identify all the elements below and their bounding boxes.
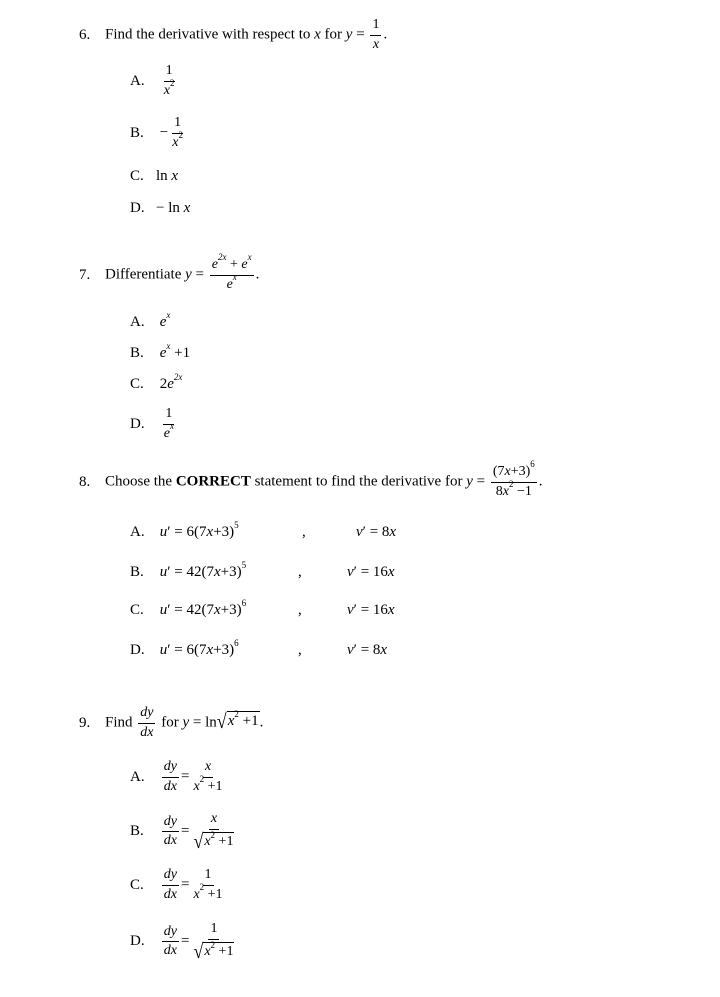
option-8c[interactable]: C. $u' = 42(7x+3)^6$ bbox=[130, 598, 247, 618]
option-7b[interactable]: B. $e^x +1$ bbox=[130, 341, 191, 361]
math-fraction: $\frac{1}{x}$ bbox=[372, 17, 380, 52]
option-letter: B. bbox=[130, 564, 144, 580]
question-number: 9. bbox=[79, 714, 91, 731]
math-sqrt: √ $x^2 +1$ bbox=[216, 709, 259, 733]
math-fraction: 1 √ $x^2 +1$ bbox=[193, 921, 234, 963]
math-fraction: $\frac{(7x+3)^6}{8x^2 -1}$ bbox=[492, 459, 535, 499]
math-fraction: $\frac{1}{x^2}$ bbox=[172, 115, 183, 150]
question-6-stem: 6. Find the derivative with respect to x for y = $\frac{1}{x}$ . bbox=[79, 17, 388, 52]
option-9d[interactable]: D. $\frac{dy}{dx}$ = 1 √ $x^2 +1$ bbox=[130, 922, 238, 961]
option-9a[interactable]: A. $\frac{dy}{dx}$ = $\frac{x}{x^2 +1}$ bbox=[130, 759, 223, 794]
separator: , bbox=[298, 602, 302, 618]
option-letter: D. bbox=[130, 200, 145, 216]
question-number: 8. bbox=[79, 473, 91, 490]
option-letter: B. bbox=[130, 823, 144, 840]
option-6a[interactable] bbox=[130, 64, 178, 98]
option-8a-v: v′ = 8x bbox=[356, 524, 397, 540]
option-letter: A. bbox=[130, 768, 145, 785]
option-letter: C. bbox=[130, 376, 144, 392]
option-letter: B. bbox=[130, 345, 144, 361]
question-emphasis: CORRECT bbox=[175, 473, 251, 490]
question-9-stem: 9. Find $\frac{dy}{dx}$ for y = ln √ $x^2 +1$ . bbox=[79, 705, 264, 740]
math-var: x bbox=[314, 26, 321, 43]
question-number: 6. bbox=[79, 26, 91, 43]
option-6b[interactable]: B. − $\frac{1}{x^2}$ bbox=[130, 115, 183, 150]
option-7a[interactable]: A. $e^x$ bbox=[130, 310, 171, 330]
option-letter: A. bbox=[130, 524, 145, 540]
option-letter: D. bbox=[130, 415, 145, 432]
separator: , bbox=[298, 564, 302, 580]
math-fraction: $\frac{e^{2x} + e^x}{e^x}$ bbox=[211, 252, 252, 292]
math-fraction: $\frac{1}{x^2 +1}$ bbox=[193, 867, 223, 902]
option-7c[interactable]: C. $2e^{2x}$ bbox=[130, 372, 183, 392]
math-fraction: $\frac{x}{x^2 +1}$ bbox=[193, 759, 223, 794]
question-7-stem: 7. Differentiate y = $\frac{e^{2x} + e^x}{e^x}$ . bbox=[79, 252, 260, 292]
option-6c[interactable]: C. ln x bbox=[130, 168, 179, 184]
option-letter: B. bbox=[130, 124, 144, 141]
question-8-stem: 8. Choose the CORRECT statement to find the derivative for y = $\frac{(7x+3)^6}{8x^2 -1}$ . bbox=[79, 459, 543, 499]
option-7d[interactable] bbox=[130, 407, 178, 441]
option-letter: C. bbox=[130, 876, 144, 893]
math-expression: y bbox=[345, 26, 353, 43]
option-letter: C. bbox=[130, 168, 144, 184]
option-text: − ln bbox=[156, 200, 180, 216]
question-text: for bbox=[161, 714, 179, 731]
option-letter: D. bbox=[130, 642, 145, 658]
question-number: 7. bbox=[79, 266, 91, 283]
math-fraction: x √ $x^2 +1$ bbox=[193, 811, 234, 853]
question-text: for bbox=[324, 26, 343, 43]
option-8b-v: v′ = 16x bbox=[347, 564, 395, 580]
option-9b[interactable]: B. $\frac{dy}{dx}$ = x √ $x^2 +1$ bbox=[130, 812, 238, 851]
math-fraction: $\frac{1}{e^x}$ bbox=[163, 406, 174, 441]
option-8d-v: v′ = 8x bbox=[347, 642, 388, 658]
separator: , bbox=[302, 524, 306, 540]
question-text: Differentiate bbox=[105, 266, 182, 283]
option-8a[interactable]: A. $u' = 6(7x+3)^5$ bbox=[130, 520, 239, 540]
question-text: statement to find the derivative for bbox=[254, 473, 463, 490]
option-8d[interactable]: D. $u' = 6(7x+3)^6$ bbox=[130, 638, 239, 658]
option-letter: A. bbox=[130, 314, 145, 330]
option-letter: A. bbox=[130, 72, 145, 89]
math-fraction: $\frac{dy}{dx}$ bbox=[140, 705, 154, 740]
option-letter: C. bbox=[130, 602, 144, 618]
option-8c-v: v′ = 16x bbox=[347, 602, 395, 618]
option-letter: D. bbox=[130, 933, 145, 950]
separator: , bbox=[298, 642, 302, 658]
math-fraction: $\frac{1}{x^2}$ bbox=[163, 63, 175, 98]
option-6d[interactable]: D. − ln x bbox=[130, 200, 191, 216]
question-text: Find the derivative with respect to bbox=[105, 26, 311, 43]
question-text: Find bbox=[105, 714, 133, 731]
option-text: ln bbox=[156, 168, 168, 184]
option-8b[interactable]: B. $u' = 42(7x+3)^5$ bbox=[130, 560, 247, 580]
question-text: Choose the bbox=[105, 473, 173, 490]
option-9c[interactable]: C. $\frac{dy}{dx}$ = $\frac{1}{x^2 +1}$ bbox=[130, 867, 223, 902]
